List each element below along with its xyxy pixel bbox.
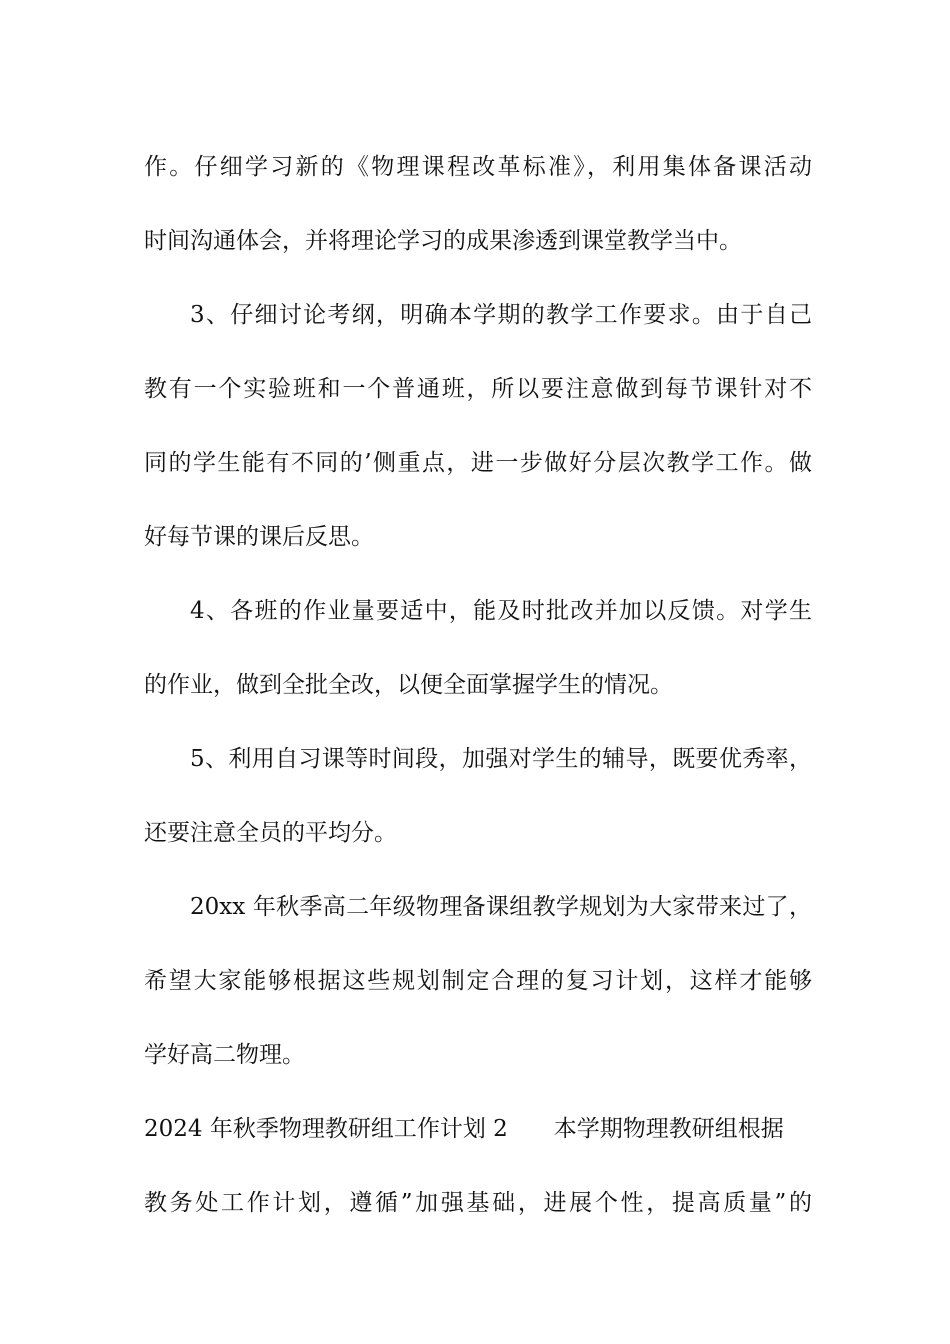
paragraph-start-line: 4、各班的作业量要适中，能及时批改并加以反馈。对学生 bbox=[190, 598, 812, 624]
text-line: 的作业，做到全批全改，以便全面掌握学生的情况。 bbox=[144, 672, 673, 698]
text-line: 教有一个实验班和一个普通班，所以要注意做到每节课针对不 bbox=[144, 376, 812, 402]
text-line: 好每节课的课后反思。 bbox=[144, 524, 374, 550]
paragraph-start-line: 20xx 年秋季高二年级物理备课组教学规划为大家带来过了， bbox=[190, 894, 812, 920]
heading-line bbox=[144, 1092, 812, 1166]
text-line: 还要注意全员的平均分。 bbox=[144, 820, 397, 846]
paragraph-start-line: 3、仔细讨论考纲，明确本学期的教学工作要求。由于自己 bbox=[190, 302, 812, 328]
document-body bbox=[144, 130, 812, 1240]
section-heading: 2024 年秋季物理教研组工作计划 2 bbox=[144, 1116, 508, 1142]
text-line: 同的学生能有不同的’侧重点，进一步做好分层次教学工作。做 bbox=[144, 450, 812, 476]
text-line: 教务处工作计划，遵循”加强基础，进展个性，提高质量”的 bbox=[144, 1190, 812, 1216]
text-line: 时间沟通体会，并将理论学习的成果渗透到课堂教学当中。 bbox=[144, 228, 742, 254]
text-line: 希望大家能够根据这些规划制定合理的复习计划，这样才能够 bbox=[144, 968, 812, 994]
text-line: 本学期物理教研组根据 bbox=[553, 1116, 784, 1142]
text-line: 学好高二物理。 bbox=[144, 1042, 305, 1068]
text-line: 作。仔细学习新的《物理课程改革标准》，利用集体备课活动 bbox=[144, 154, 812, 180]
paragraph-start-line: 5、利用自习课等时间段，加强对学生的辅导，既要优秀率， bbox=[190, 746, 812, 772]
